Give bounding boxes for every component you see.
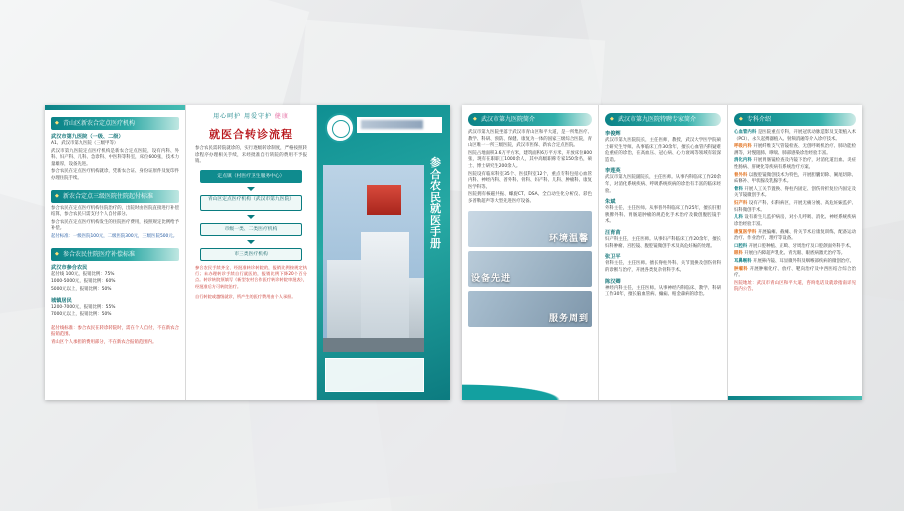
logo-slogan: 用心呵护 用爱守护 bbox=[213, 113, 272, 120]
rate-block-label-2: 城镇居民 bbox=[51, 297, 72, 304]
red-signage bbox=[367, 185, 401, 215]
specialty-text-2: 开展纤维支气管镜检查、无创呼吸机治疗、肺功能检测等，对慢阻肺、哮喘、肺部感染诊治经验丰富。 bbox=[734, 144, 856, 156]
panel-policy bbox=[45, 105, 185, 400]
expert-bio-4: 妇产科主任，主任医师。从事妇产科临床工作20余年，擅长妇科肿瘤、宫腔镜、腹腔镜微创手术及高危妊娠的处理。 bbox=[605, 237, 721, 249]
section-header-specialty: ◆ 专科介绍 bbox=[734, 113, 856, 126]
rate-line: 7000元以上，报销比例：50% bbox=[51, 312, 112, 318]
flow-step-1: 定点镇（村医疗卫生服务中心） bbox=[200, 170, 302, 183]
policy-red-note-2: 青山区个人承担的费用部分，不在新农合报销范围内。 bbox=[51, 339, 157, 345]
specialty-name-6: 妇产科 bbox=[734, 201, 748, 207]
intro-paragraph-2: 医院占地面积3.6万平方米，建筑面积6万平方米，开放床位800张，现有在职职工1000余人，其中高级职称专家150余名，硕士、博士研究生200余人。 bbox=[468, 150, 592, 170]
specialty-name-9: 口腔科 bbox=[734, 243, 748, 249]
expert-bio-6: 神经内科主任，主任医师。从事神经内科临床、教学、科研工作30年，擅长脑血管病、癫痫、帕金森病的诊治。 bbox=[605, 285, 721, 298]
specialty-name-10: 眼科 bbox=[734, 251, 743, 257]
specialty-text-8: 开展偏瘫、截瘫、骨关节术后康复训练，配备运动治疗、作业治疗、理疗等设备。 bbox=[734, 229, 856, 242]
expert-name-3: 朱斌 bbox=[605, 199, 616, 206]
clinic-line-3: 参合农民在定点医疗机构就诊，凭新农合证、身份证原件及复印件办理住院手续。 bbox=[51, 169, 179, 182]
expert-bio-5: 骨科主任，主任医师。擅长脊柱外科、关节置换及创伤骨科的诊断与治疗，开展各类复杂骨科手术。 bbox=[605, 261, 721, 273]
specialty-name-7: 儿科 bbox=[734, 215, 743, 221]
section-header-experts: ◆ 武汉市第九医院特聘专家简介 bbox=[605, 113, 721, 126]
hospital-seal-icon bbox=[325, 113, 355, 143]
threshold-line-1: 参合农民在定点医疗机构住院治疗的，出院时由医院直接进行补偿结算，参合农民只需支付个人自付部分。 bbox=[51, 205, 179, 218]
photo-label-1: 环境温馨 bbox=[548, 233, 589, 244]
flow-footer-note: 自行转院或越级就诊，所产生的医疗费用由个人承担。 bbox=[195, 294, 296, 300]
panel-hospital-intro bbox=[462, 105, 598, 400]
cover-blank-box bbox=[325, 358, 424, 392]
specialty-name-12: 肿瘤科 bbox=[734, 266, 748, 272]
cover-title: 参合农民就医手册 bbox=[430, 156, 442, 250]
blurred-hospital-name bbox=[361, 120, 423, 129]
expert-name-4: 汪育苗 bbox=[605, 230, 621, 237]
panel-top-rule bbox=[45, 105, 185, 110]
flow-red-note: 参合农民手续齐全、经批准转诊转院的，报销比例按规定执行；未办理转诊手续自行就医的，报销比例下降20个百分点。转诊转院须填写《新型农村合作医疗转诊转院审批表》，经批准后方可转院治疗。 bbox=[195, 264, 307, 289]
teal-swoosh-decoration bbox=[462, 374, 598, 400]
building-block bbox=[361, 232, 409, 352]
expert-bio-3: 外科主任，主任医师。从事普外科临床工作25年，擅长肝胆胰脾外科、胃肠道肿瘤的规范化手术治疗及微创腹腔镜手术。 bbox=[605, 206, 721, 225]
panel-experts bbox=[599, 105, 727, 400]
section-header-reimbursement: ◆ 参合农民住院医疗补偿标准 bbox=[51, 248, 179, 261]
photo-ward bbox=[468, 211, 592, 247]
specialty-name-1: 心血管内科 bbox=[734, 130, 757, 135]
logo-accent: 健康 bbox=[274, 113, 289, 120]
specialty-text-12: 开展肿瘤化疗、放疗、靶向治疗及中西医结合综合治疗。 bbox=[734, 266, 856, 279]
specialty-text-11: 开展鼻内镜、耳显微外科及咽喉部疾病的微创治疗。 bbox=[752, 258, 854, 264]
specialty-text-7: 设有新生儿监护病房，对小儿呼吸、消化、神经系统疾病诊治经验丰富。 bbox=[734, 215, 856, 227]
threshold-line-3: 起付标准：一级医院100元，二级医院300元，三级医院500元。 bbox=[51, 234, 178, 240]
specialty-text-4: 以腹腔镜微创技术为特色，开展胆囊切除、阑尾切除、疝修补、甲状腺及乳腺手术。 bbox=[734, 172, 856, 185]
panel-specialties bbox=[728, 105, 862, 400]
expert-bio-2: 武汉市第九医院副院长，主任医师。从事内科临床工作20余年，对消化系统疾病、呼吸系统疾病的诊治有丰富的临床经验。 bbox=[605, 175, 721, 194]
clinic-line-1: A1、武汉市第九医院（三级甲等） bbox=[51, 141, 119, 146]
flow-arrow-icon bbox=[247, 215, 255, 219]
expert-name-2: 李莲英 bbox=[605, 168, 621, 175]
expert-name-1: 李俊辉 bbox=[605, 131, 621, 137]
specialty-text-1: 是医院重点专科，开展冠状动脉造影及支架植入术（PCI）、永久起搏器植入、射频消融等介入诊疗技术。 bbox=[734, 130, 856, 142]
panel-referral-flow bbox=[186, 105, 316, 400]
rate-block-label-1: 武汉市参合农民 bbox=[51, 264, 88, 271]
clinic-subtitle: 武汉市第九医院（一级、二级） bbox=[51, 134, 124, 140]
specialty-text-9: 开展口腔种植、正畸、牙周治疗及口腔颌面外科手术。 bbox=[748, 243, 854, 249]
cover-banner bbox=[357, 117, 442, 133]
photo-label-2: 设备先进 bbox=[471, 273, 512, 284]
specialty-text-10: 开展白内障超声乳化、青光眼、眼底病激光治疗等。 bbox=[744, 251, 846, 257]
rate-line: 1200-7000元，报销比例：55% bbox=[51, 304, 116, 310]
clinic-line-2: 武汉市第九医院定点医疗机构是新农合定点医院，设有内科、外科、妇产科、儿科、急诊科、中医科等科室，床位600张，技术力量雄厚，设备先进。 bbox=[51, 148, 179, 167]
expert-name-6: 陈汉卿 bbox=[605, 278, 621, 285]
specialty-footer-note: 医院地址：武汉市青山区和平大道，咨询电话及就诊指南详见院内公告。 bbox=[734, 280, 856, 293]
specialty-name-4: 普外科 bbox=[734, 172, 748, 178]
specialty-name-8: 康复医学科 bbox=[734, 229, 757, 235]
brochure-right-sheet bbox=[462, 105, 862, 400]
intro-photo-gallery bbox=[468, 211, 592, 327]
specialty-name-3: 消化内科 bbox=[734, 158, 752, 164]
specialty-text-3: 开展胃肠镜检查及内镜下治疗，对消化道出血、炎症性肠病、肝硬化等疾病有系统治疗方案。 bbox=[734, 158, 856, 171]
intro-paragraph-1: 武汉市第九医院坐落于武汉市青山区和平大道，是一所集医疗、教学、科研、预防、保健、康复为一体的国家三级综合医院，青山区唯一一所三级医院，武汉市医保、新农合定点医院。 bbox=[468, 130, 592, 149]
policy-red-note-1: 起付线标准：参合农民在转诊转院时，需在个人自付，不在新农合报销范围。 bbox=[51, 325, 179, 338]
brochure-left-sheet bbox=[45, 105, 450, 400]
cover-header bbox=[317, 105, 450, 161]
brand-logo bbox=[186, 111, 316, 120]
specialty-name-11: 耳鼻喉科 bbox=[734, 258, 752, 264]
section-header-intro: ◆ 武汉市第九医院简介 bbox=[468, 113, 592, 126]
ground-strip bbox=[323, 338, 424, 352]
section-header-threshold: ◆ 新农合定点三级医院住院起付标准 bbox=[51, 190, 179, 203]
flow-arrow-icon bbox=[247, 240, 255, 244]
expert-bio-1: 武汉市第九医院院长，主任医师，教授，武汉大学医学院硕士研究生导师。从事临床工作30余年，擅长心血管内科疑难危重症的诊治，在高血压、冠心病、心力衰竭等领域有较深造诣。 bbox=[605, 138, 721, 163]
threshold-line-2: 参合农民在定点医疗机构发生的住院医疗费用，按照规定比例给予补偿。 bbox=[51, 219, 179, 232]
flow-step-2: 青山区定点医疗机构（武汉市第九医院） bbox=[200, 195, 302, 211]
flow-arrow-icon bbox=[247, 187, 255, 191]
photo-service bbox=[468, 291, 592, 327]
panel-cover bbox=[317, 105, 450, 400]
rate-line: 起付线 100元，报销比例：75% bbox=[51, 271, 115, 277]
specialty-text-5: 开展人工关节置换、脊柱内固定、创伤骨折复位内固定及关节镜微创手术。 bbox=[734, 186, 856, 199]
specialty-name-2: 呼吸内科 bbox=[734, 144, 752, 150]
specialty-text-6: 设有产科、妇科病区，开展无痛分娩、高危妊娠监护、妇科微创手术。 bbox=[734, 201, 856, 213]
panel-bottom-rule bbox=[728, 396, 862, 400]
rate-line: 1000-5000元，报销比例：60% bbox=[51, 279, 116, 285]
intro-paragraph-4: 医院拥有核磁共振、螺旋CT、DSA、全自动生化分析仪、彩色多普勒超声等大型先进医疗设备。 bbox=[468, 192, 592, 205]
cover-building-photo bbox=[323, 165, 424, 352]
flow-title: 就医合转诊流程 bbox=[209, 128, 293, 141]
intro-paragraph-3: 医院设有临床科室35个、医技科室12个，重点专科包括心血管内科、神经内科、普外科、骨科、妇产科、儿科、肿瘤科、康复医学科等。 bbox=[468, 171, 592, 190]
photo-equipment bbox=[468, 251, 592, 287]
rate-line: 5000元以上，报销比例：50% bbox=[51, 286, 112, 292]
specialty-name-5: 骨科 bbox=[734, 186, 743, 192]
photo-label-3: 服务周到 bbox=[548, 313, 589, 324]
flow-step-3: 市级一类、二类医疗机构 bbox=[200, 223, 302, 236]
flow-step-4: 市三类医疗机构 bbox=[200, 248, 302, 261]
section-header-clinics: ◆ 青山区新农合定点医疗机构 bbox=[51, 117, 179, 130]
expert-name-5: 张卫平 bbox=[605, 254, 621, 261]
flow-lead: 参合农民需转院就诊的，实行逐级转诊制度，严格按照转诊程序办理相关手续，未经批准自行转院的费用不予报销。 bbox=[195, 146, 307, 165]
